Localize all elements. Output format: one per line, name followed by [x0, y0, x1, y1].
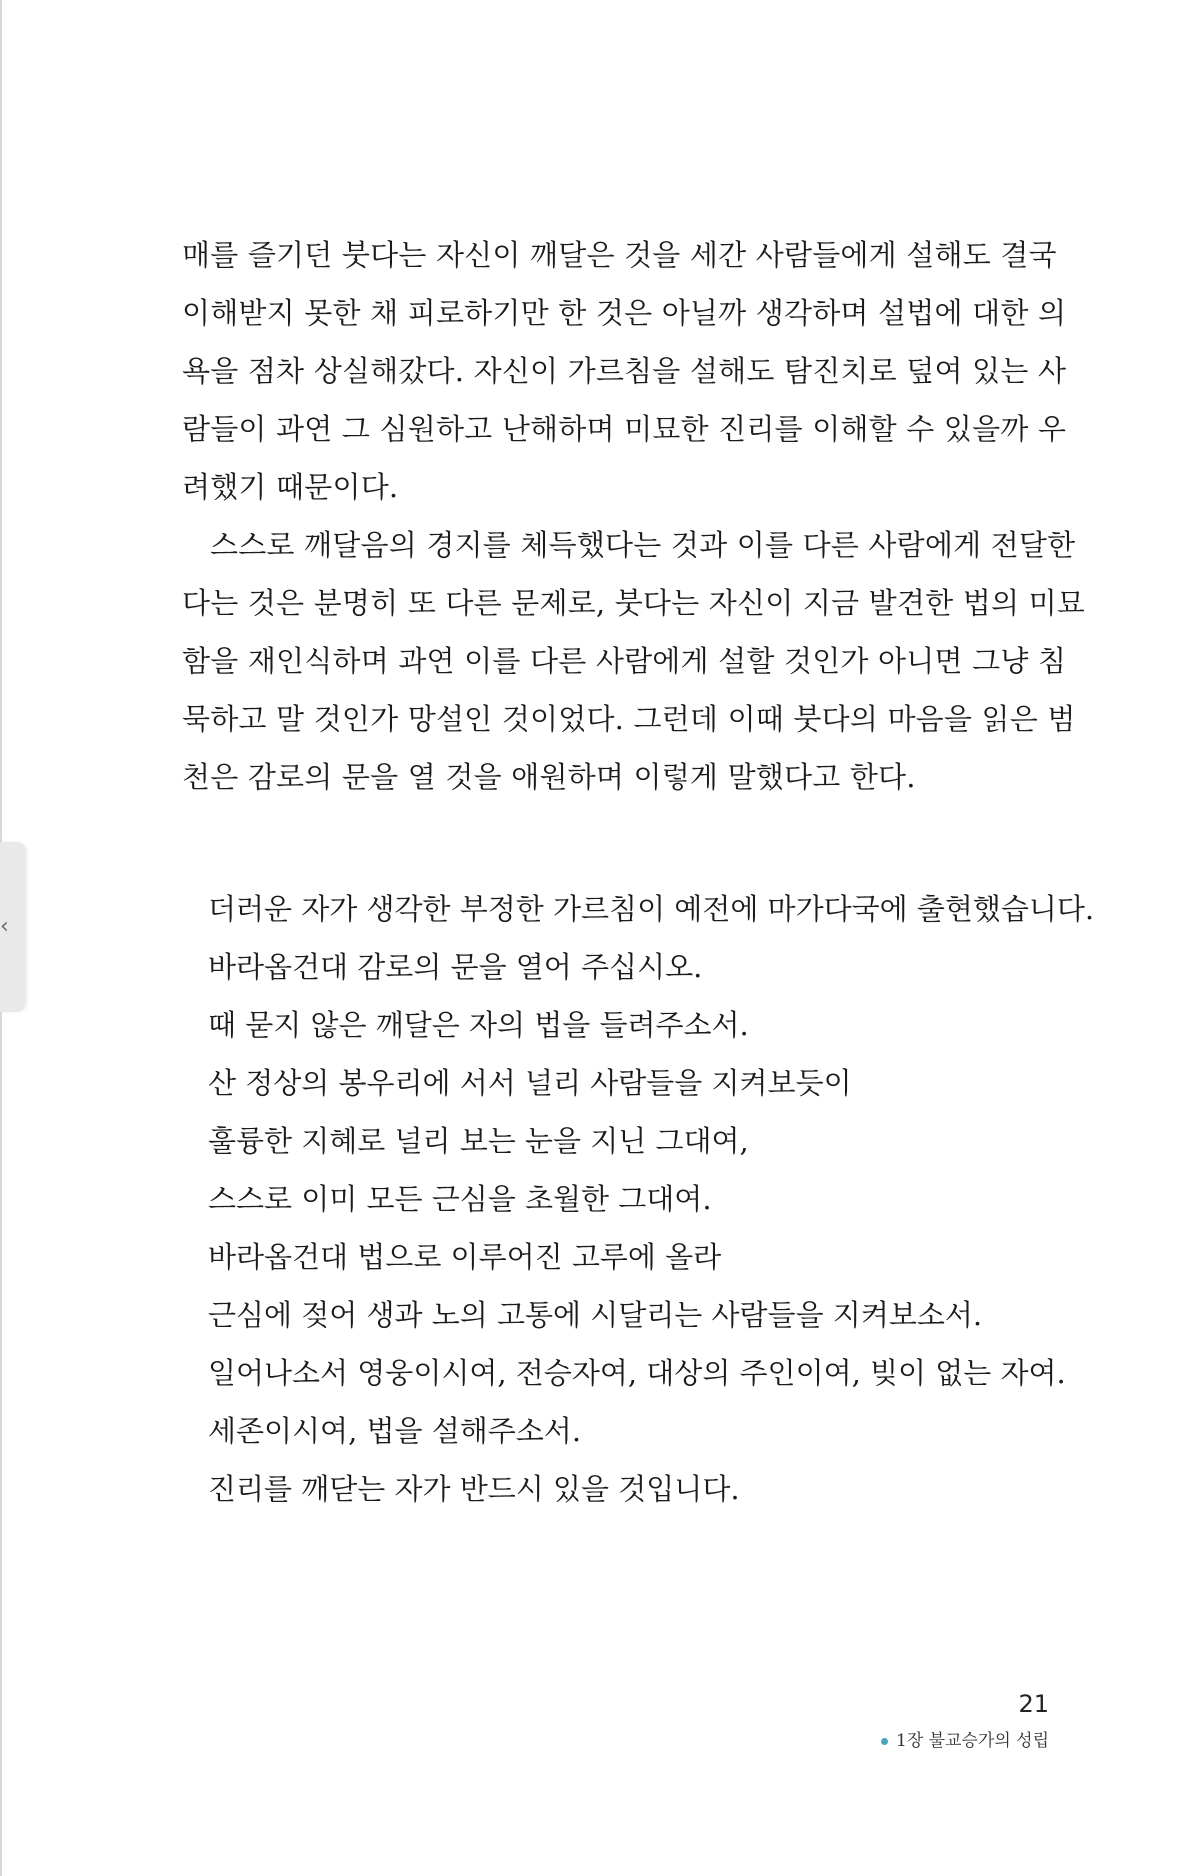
- verse-line: 근심에 젖어 생과 노의 고통에 시달리는 사람들을 지켜보소서.: [208, 1298, 983, 1332]
- body-line: 욕을 점차 상실해갔다. 자신이 가르침을 설해도 탐진치로 덮여 있는 사: [182, 354, 1067, 388]
- body-line: 스스로 깨달음의 경지를 체득했다는 것과 이를 다른 사람에게 전달한: [210, 528, 1076, 562]
- body-line: 다는 것은 분명히 또 다른 문제로, 붓다는 자신이 지금 발견한 법의 미묘: [182, 586, 1086, 620]
- verse-line: 산 정상의 봉우리에 서서 널리 사람들을 지켜보듯이: [208, 1066, 852, 1100]
- verse-line: 바라옵건대 감로의 문을 열어 주십시오.: [208, 950, 703, 984]
- body-line: 려했기 때문이다.: [182, 470, 399, 504]
- bullet-dot-icon: [881, 1738, 888, 1745]
- verse-line: 때 묻지 않은 깨달은 자의 법을 들려주소서.: [208, 1008, 749, 1042]
- chapter-title: 1장 불교승가의 성립: [896, 1731, 1049, 1751]
- page-number: 21: [1018, 1690, 1049, 1718]
- verse-line: 일어나소서 영웅이시여, 전승자여, 대상의 주인이여, 빚이 없는 자여.: [208, 1356, 1066, 1390]
- verse-line: 바라옵건대 법으로 이루어진 고루에 올라: [208, 1240, 722, 1274]
- body-line: 함을 재인식하며 과연 이를 다른 사람에게 설할 것인가 아니면 그냥 침: [182, 644, 1067, 678]
- body-line: 천은 감로의 문을 열 것을 애원하며 이렇게 말했다고 한다.: [182, 760, 916, 794]
- chevron-left-icon: ‹: [0, 914, 9, 939]
- body-paragraphs: [182, 226, 1086, 806]
- verse-line: 세존이시여, 법을 설해주소서.: [208, 1414, 582, 1448]
- verse-line: 진리를 깨닫는 자가 반드시 있을 것입니다.: [208, 1472, 740, 1506]
- body-line: 이해받지 못한 채 피로하기만 한 것은 아닐까 생각하며 설법에 대한 의: [182, 296, 1067, 330]
- verse-line: 더러운 자가 생각한 부정한 가르침이 예전에 마가다국에 출현했습니다.: [208, 892, 1095, 926]
- quoted-verse: [208, 880, 1095, 1518]
- side-drawer-tab[interactable]: [0, 842, 26, 1012]
- verse-line: 스스로 이미 모든 근심을 초월한 그대여.: [208, 1182, 712, 1216]
- body-line: 묵하고 말 것인가 망설인 것이었다. 그런데 이때 붓다의 마음을 읽은 범: [182, 702, 1076, 736]
- verse-line: 훌륭한 지혜로 널리 보는 눈을 지닌 그대여,: [208, 1124, 749, 1158]
- running-footer: [881, 1726, 1049, 1751]
- body-line: 람들이 과연 그 심원하고 난해하며 미묘한 진리를 이해할 수 있을까 우: [182, 412, 1067, 446]
- body-line: 매를 즐기던 붓다는 자신이 깨달은 것을 세간 사람들에게 설해도 결국: [182, 238, 1057, 272]
